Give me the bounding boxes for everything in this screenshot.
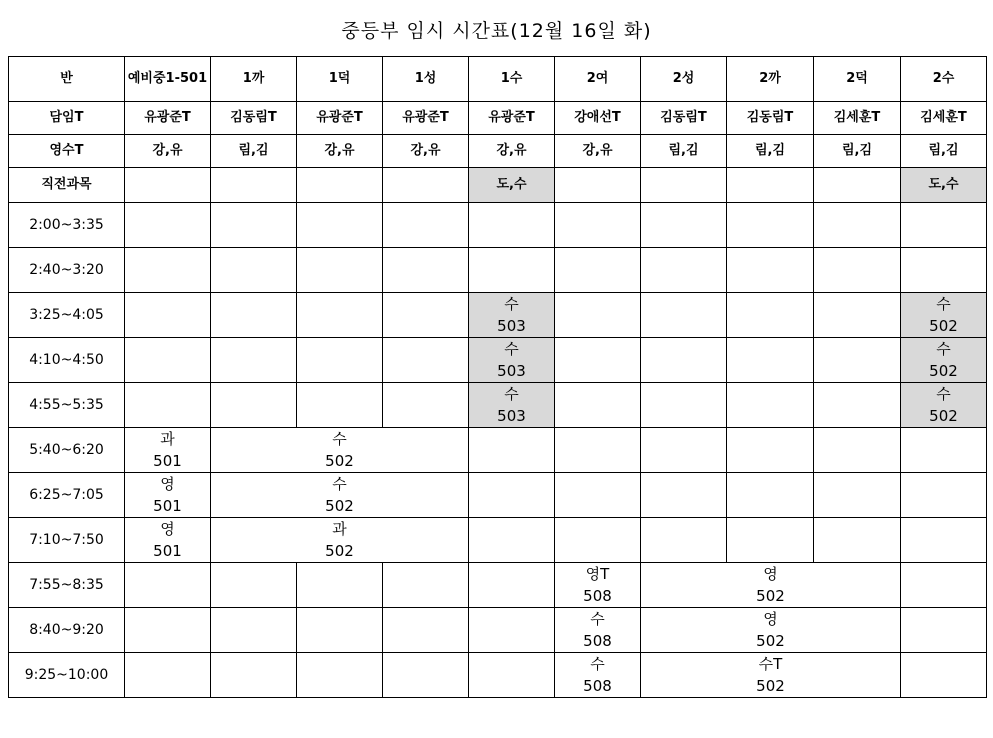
empty-cell: [383, 653, 469, 698]
eng-math-teachers: 강,유: [383, 135, 469, 168]
lesson-subject: 수: [504, 295, 519, 313]
empty-cell: [814, 248, 901, 293]
prev-subject-cell: [814, 168, 901, 203]
lesson-cell: [125, 428, 211, 473]
empty-cell: [555, 338, 641, 383]
time-slot: 6:25~7:05: [9, 473, 125, 518]
empty-cell: [297, 338, 383, 383]
time-row: [9, 653, 987, 698]
empty-cell: [641, 293, 727, 338]
time-slot: 2:00~3:35: [9, 203, 125, 248]
empty-cell: [383, 338, 469, 383]
homeroom-row: [9, 102, 987, 135]
lesson-room: 501: [153, 452, 182, 470]
empty-cell: [383, 293, 469, 338]
empty-cell: [211, 608, 297, 653]
lesson-room: 502: [756, 632, 785, 650]
empty-cell: [727, 428, 814, 473]
lesson-subject: 영T: [585, 565, 610, 583]
empty-cell: [297, 248, 383, 293]
empty-cell: [469, 608, 555, 653]
merged-lesson-cell: [641, 653, 901, 698]
lesson-subject: 수: [504, 340, 519, 358]
empty-cell: [211, 248, 297, 293]
empty-cell: [641, 473, 727, 518]
empty-cell: [383, 383, 469, 428]
prev-subject-cell: [125, 168, 211, 203]
empty-cell: [555, 518, 641, 563]
lesson-subject: 수: [504, 385, 519, 403]
empty-cell: [814, 203, 901, 248]
empty-cell: [125, 203, 211, 248]
empty-cell: [125, 563, 211, 608]
empty-cell: [383, 563, 469, 608]
homeroom-teacher: 김동림T: [641, 102, 727, 135]
homeroom-teacher: 유광준T: [469, 102, 555, 135]
merged-lesson-cell: [641, 608, 901, 653]
row-label-prev-subject: 직전과목: [9, 168, 125, 203]
eng-math-teachers: 림,김: [727, 135, 814, 168]
row-label-class: 반: [9, 57, 125, 102]
time-row: [9, 518, 987, 563]
lesson-room: 508: [583, 632, 612, 650]
empty-cell: [727, 293, 814, 338]
class-header: 1수: [469, 57, 555, 102]
empty-cell: [641, 203, 727, 248]
time-slot: 2:40~3:20: [9, 248, 125, 293]
lesson-cell: [469, 293, 555, 338]
time-row: [9, 563, 987, 608]
prev-subject-row: [9, 168, 987, 203]
prev-subject-cell: [211, 168, 297, 203]
time-slot: 7:55~8:35: [9, 563, 125, 608]
lesson-subject: 영: [763, 610, 778, 628]
empty-cell: [641, 383, 727, 428]
empty-cell: [727, 248, 814, 293]
eng-math-teachers: 림,김: [641, 135, 727, 168]
class-header: 2까: [727, 57, 814, 102]
empty-cell: [469, 428, 555, 473]
empty-cell: [469, 518, 555, 563]
eng-math-row: [9, 135, 987, 168]
empty-cell: [901, 473, 987, 518]
empty-cell: [727, 383, 814, 428]
empty-cell: [814, 383, 901, 428]
empty-cell: [211, 338, 297, 383]
class-header: 2성: [641, 57, 727, 102]
lesson-cell: [125, 518, 211, 563]
empty-cell: [901, 248, 987, 293]
empty-cell: [814, 473, 901, 518]
empty-cell: [641, 428, 727, 473]
lesson-cell: [469, 338, 555, 383]
empty-cell: [469, 248, 555, 293]
class-row: [9, 57, 987, 102]
merged-lesson-cell: [211, 473, 469, 518]
empty-cell: [469, 473, 555, 518]
homeroom-teacher: 김세훈T: [814, 102, 901, 135]
class-header: 예비중1-501: [125, 57, 211, 102]
class-header: 1덕: [297, 57, 383, 102]
prev-subject-cell: [555, 168, 641, 203]
empty-cell: [814, 428, 901, 473]
empty-cell: [727, 473, 814, 518]
lesson-room: 501: [153, 497, 182, 515]
lesson-subject: 수: [590, 610, 605, 628]
empty-cell: [125, 338, 211, 383]
homeroom-teacher: 김동림T: [727, 102, 814, 135]
time-row: [9, 473, 987, 518]
empty-cell: [125, 248, 211, 293]
eng-math-teachers: 림,김: [901, 135, 987, 168]
empty-cell: [555, 383, 641, 428]
empty-cell: [211, 293, 297, 338]
class-header: 2여: [555, 57, 641, 102]
merged-lesson-cell: [211, 518, 469, 563]
merged-lesson-cell: [641, 563, 901, 608]
empty-cell: [297, 293, 383, 338]
empty-cell: [555, 428, 641, 473]
page-title: 중등부 임시 시간표(12월 16일 화): [341, 20, 652, 42]
lesson-room: 503: [497, 407, 526, 425]
empty-cell: [469, 563, 555, 608]
lesson-room: 502: [325, 497, 354, 515]
lesson-room: 502: [929, 407, 958, 425]
lesson-room: 502: [325, 452, 354, 470]
time-slot: 5:40~6:20: [9, 428, 125, 473]
empty-cell: [641, 248, 727, 293]
merged-lesson-cell: [211, 428, 469, 473]
lesson-room: 502: [756, 587, 785, 605]
row-label-eng-math: 영수T: [9, 135, 125, 168]
prev-subject-cell: [727, 168, 814, 203]
timetable: [8, 56, 987, 698]
lesson-room: 502: [929, 362, 958, 380]
lesson-subject: 수: [332, 430, 347, 448]
empty-cell: [297, 383, 383, 428]
empty-cell: [814, 293, 901, 338]
empty-cell: [211, 203, 297, 248]
lesson-subject: 수: [936, 340, 951, 358]
lesson-subject: 과: [160, 430, 175, 448]
homeroom-teacher: 유광준T: [297, 102, 383, 135]
prev-subject-cell: 도,수: [469, 168, 555, 203]
eng-math-teachers: 림,김: [211, 135, 297, 168]
empty-cell: [901, 428, 987, 473]
time-slot: 8:40~9:20: [9, 608, 125, 653]
empty-cell: [901, 563, 987, 608]
time-slot: 7:10~7:50: [9, 518, 125, 563]
lesson-subject: 수: [936, 385, 951, 403]
lesson-cell: [555, 653, 641, 698]
lesson-cell: [555, 563, 641, 608]
lesson-subject: 수T: [758, 655, 783, 673]
empty-cell: [555, 248, 641, 293]
empty-cell: [727, 203, 814, 248]
lesson-cell: [555, 608, 641, 653]
prev-subject-cell: [383, 168, 469, 203]
class-header: 2수: [901, 57, 987, 102]
row-label-homeroom: 담임T: [9, 102, 125, 135]
lesson-subject: 수: [590, 655, 605, 673]
empty-cell: [211, 563, 297, 608]
empty-cell: [641, 518, 727, 563]
time-row: [9, 383, 987, 428]
lesson-subject: 영: [160, 475, 175, 493]
empty-cell: [814, 338, 901, 383]
homeroom-teacher: 강애선T: [555, 102, 641, 135]
time-row: [9, 428, 987, 473]
homeroom-teacher: 김세훈T: [901, 102, 987, 135]
empty-cell: [125, 608, 211, 653]
lesson-cell: [469, 383, 555, 428]
empty-cell: [727, 518, 814, 563]
prev-subject-cell: [641, 168, 727, 203]
homeroom-teacher: 유광준T: [125, 102, 211, 135]
time-slot: 4:10~4:50: [9, 338, 125, 383]
empty-cell: [901, 518, 987, 563]
class-header: 1성: [383, 57, 469, 102]
eng-math-teachers: 강,유: [469, 135, 555, 168]
time-row: [9, 608, 987, 653]
time-slot: 4:55~5:35: [9, 383, 125, 428]
lesson-room: 501: [153, 542, 182, 560]
prev-subject-cell: 도,수: [901, 168, 987, 203]
empty-cell: [211, 383, 297, 428]
time-row: [9, 248, 987, 293]
lesson-cell: [901, 293, 987, 338]
empty-cell: [297, 203, 383, 248]
empty-cell: [125, 383, 211, 428]
homeroom-teacher: 유광준T: [383, 102, 469, 135]
lesson-room: 502: [325, 542, 354, 560]
lesson-room: 503: [497, 317, 526, 335]
eng-math-teachers: 강,유: [297, 135, 383, 168]
lesson-cell: [125, 473, 211, 518]
lesson-room: 502: [929, 317, 958, 335]
empty-cell: [901, 608, 987, 653]
empty-cell: [469, 653, 555, 698]
lesson-cell: [901, 383, 987, 428]
empty-cell: [125, 293, 211, 338]
prev-subject-cell: [297, 168, 383, 203]
lesson-room: 503: [497, 362, 526, 380]
time-slot: 3:25~4:05: [9, 293, 125, 338]
lesson-subject: 수: [936, 295, 951, 313]
empty-cell: [297, 608, 383, 653]
lesson-room: 502: [756, 677, 785, 695]
time-row: [9, 338, 987, 383]
empty-cell: [901, 203, 987, 248]
empty-cell: [555, 293, 641, 338]
eng-math-teachers: 강,유: [125, 135, 211, 168]
eng-math-teachers: 림,김: [814, 135, 901, 168]
empty-cell: [469, 203, 555, 248]
empty-cell: [125, 653, 211, 698]
empty-cell: [383, 248, 469, 293]
time-slot: 9:25~10:00: [9, 653, 125, 698]
empty-cell: [814, 518, 901, 563]
class-header: 1까: [211, 57, 297, 102]
homeroom-teacher: 김동림T: [211, 102, 297, 135]
empty-cell: [555, 203, 641, 248]
time-row: [9, 203, 987, 248]
empty-cell: [211, 653, 297, 698]
empty-cell: [727, 338, 814, 383]
empty-cell: [297, 653, 383, 698]
time-row: [9, 293, 987, 338]
lesson-subject: 과: [332, 520, 347, 538]
lesson-subject: 영: [160, 520, 175, 538]
empty-cell: [297, 563, 383, 608]
lesson-subject: 영: [763, 565, 778, 583]
empty-cell: [383, 203, 469, 248]
class-header: 2덕: [814, 57, 901, 102]
empty-cell: [383, 608, 469, 653]
empty-cell: [901, 653, 987, 698]
empty-cell: [641, 338, 727, 383]
lesson-cell: [901, 338, 987, 383]
lesson-room: 508: [583, 677, 612, 695]
eng-math-teachers: 강,유: [555, 135, 641, 168]
empty-cell: [555, 473, 641, 518]
lesson-room: 508: [583, 587, 612, 605]
lesson-subject: 수: [332, 475, 347, 493]
